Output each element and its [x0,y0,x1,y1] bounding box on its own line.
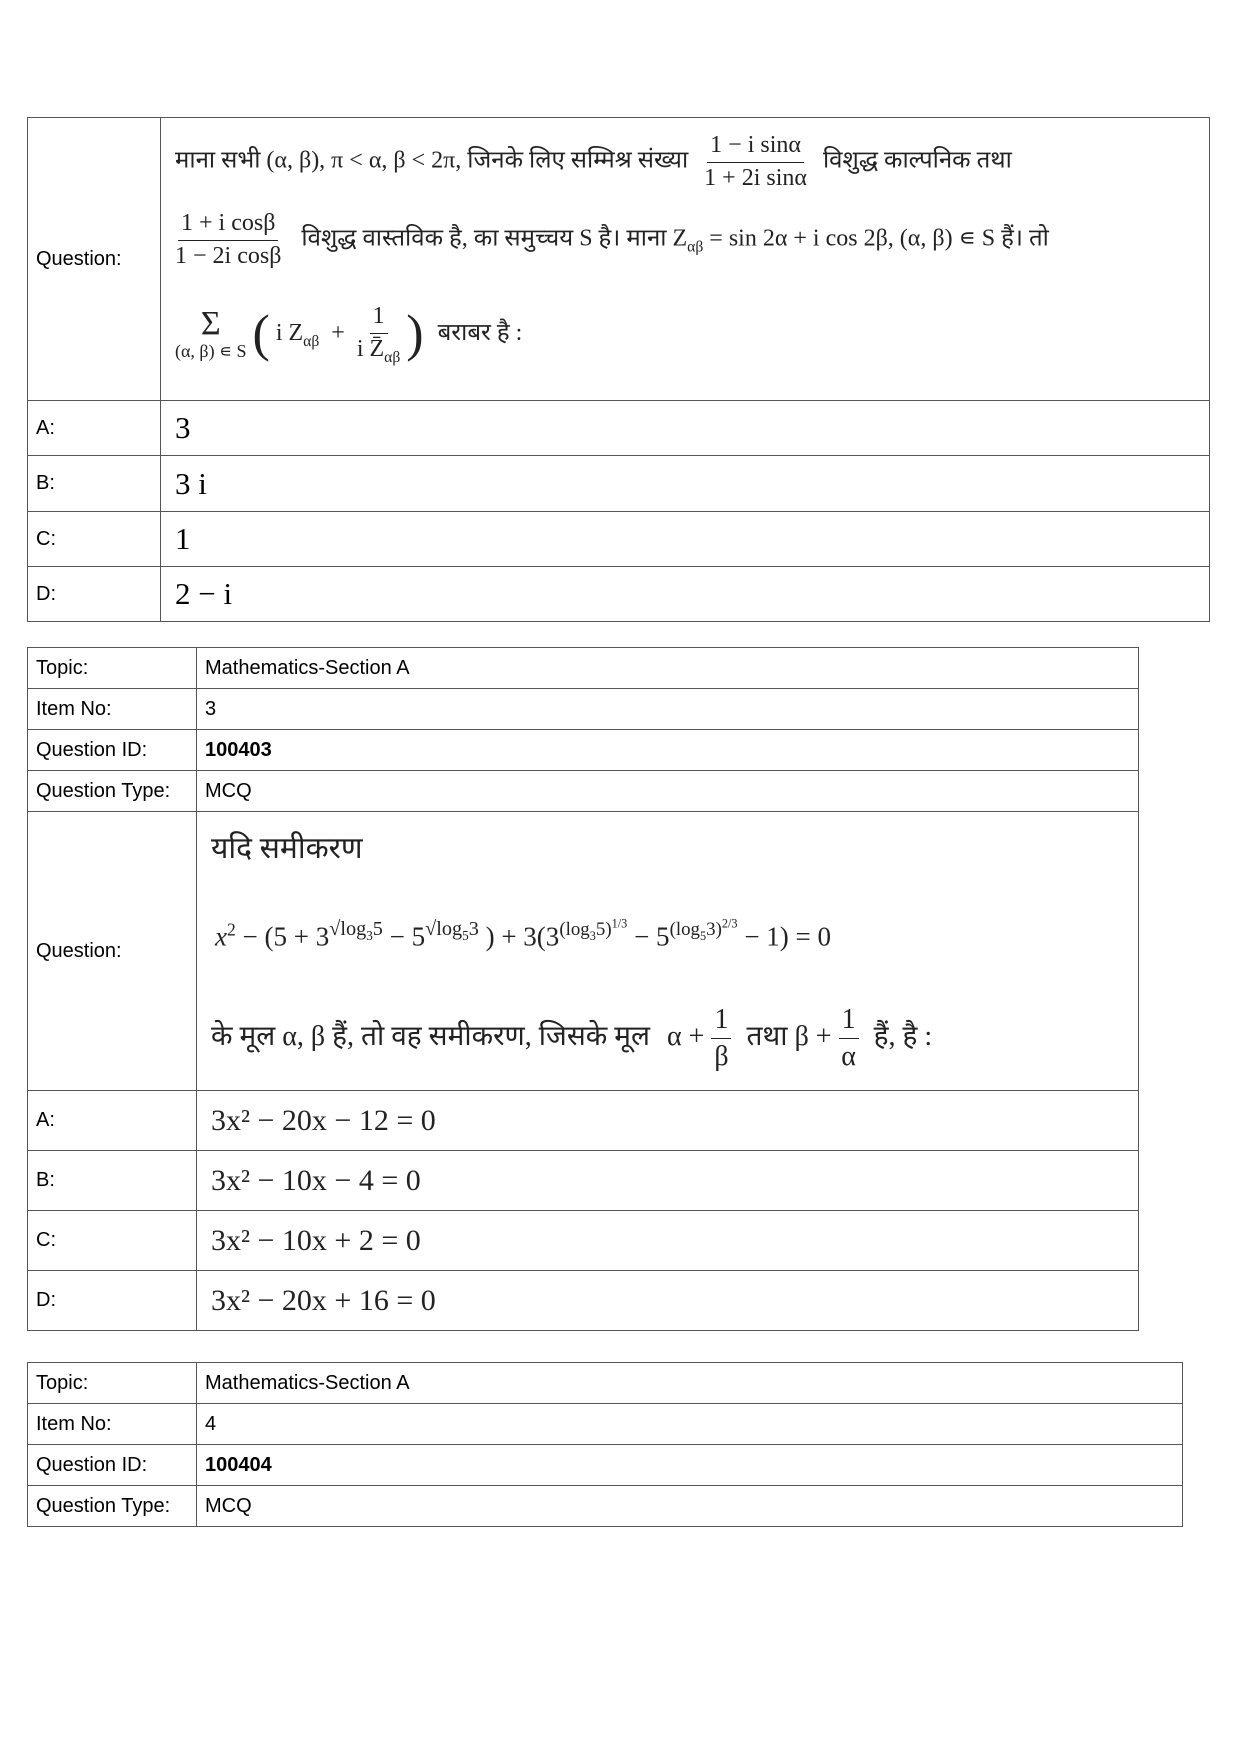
question-text: हैं, है : [873,1021,933,1053]
question-label: Question: [28,118,161,401]
conjugate-term: i Z̄ [356,335,385,362]
meta-label: Question Type: [28,1486,197,1527]
alpha-plus: α + [666,1021,705,1053]
question-4-table [27,1362,1183,1527]
option-row [28,512,1210,567]
option-value: 3x² − 20x − 12 = 0 [197,1091,1139,1151]
open-paren: ( [252,305,270,363]
question-text: तथा [746,1021,788,1053]
fraction-numerator: 1 [370,303,388,334]
log-base: 3 [589,929,596,944]
option-label: D: [28,567,161,622]
option-value: 3 [161,401,1210,456]
question-3-table [27,647,1139,1331]
sqrt-term-end: 3 [468,918,479,941]
sigma-symbol: Σ [200,305,221,343]
option-row [28,401,1210,456]
option-value: 3 i [161,456,1210,512]
question-2-table [27,117,1210,622]
question-id-value: 100403 [197,730,1139,771]
equation-line [215,917,831,952]
question-id-value: 100404 [197,1445,1183,1486]
plus-sign: + [331,320,345,347]
fraction-numerator: 1 + i cosβ [178,210,278,241]
question-type-value: MCQ [197,1486,1183,1527]
fraction-one-over-beta [711,1004,731,1073]
question-text: = sin 2α + i cos 2β, (α, β) ∊ S हैं। तो [709,225,1049,252]
fraction-exponent: 1/3 [611,917,628,931]
summation [175,307,247,362]
fraction-numerator: 1 − i sinα [707,132,804,163]
option-value: 2 − i [161,567,1210,622]
question-content [197,812,1139,1091]
topic-value: Mathematics-Section A [197,1363,1183,1404]
meta-label: Question ID: [28,730,197,771]
power-term: (log [559,919,590,941]
log-base: 5 [462,928,469,944]
fraction-denominator: 1 − 2i cosβ [175,242,282,269]
meta-row [28,1486,1183,1527]
close-paren: ) [406,305,424,363]
equation-part: − 5 [634,921,670,952]
question-type-value: MCQ [197,771,1139,812]
option-value: 1 [161,512,1210,567]
question-text: के मूल α, β हैं, तो वह समीकरण, जिसके मूल [211,1021,650,1053]
fraction-denominator: α [841,1041,856,1073]
option-label: C: [28,1211,197,1271]
equation-part: − (5 + 3 [242,921,330,952]
subscript: αβ [303,332,320,350]
equation-part: ) + 3(3 [485,921,560,952]
meta-row [28,648,1139,689]
log-base: 5 [700,929,707,944]
option-row [28,456,1210,512]
meta-row [28,689,1139,730]
fraction-one-over-alpha [839,1004,859,1073]
sqrt-term: √log [329,918,367,941]
beta-plus: β + [794,1021,832,1053]
meta-row [28,1445,1183,1486]
equation-part: − 5 [389,921,426,952]
fraction-alpha [704,132,807,192]
term: i Z [275,320,304,347]
fraction-numerator: 1 [711,1004,731,1039]
option-row [28,1151,1139,1211]
question-text: माना सभी (α, β), π < α, β < 2π, जिनके लिए सम्मिश्र संख्या [175,147,689,174]
option-row [28,567,1210,622]
question-line-3 [211,1004,932,1073]
option-row [28,1211,1139,1271]
power-term: (log [669,919,700,941]
option-label: A: [28,1091,197,1151]
fraction-numerator: 1 [839,1004,859,1039]
subscript: αβ [384,348,401,366]
fraction-exponent: 2/3 [721,917,738,931]
power-term-end: 3) [706,919,722,941]
exponent: 2 [226,919,236,940]
option-label: D: [28,1271,197,1331]
option-value: 3x² − 10x − 4 = 0 [197,1151,1139,1211]
question-line-2 [175,210,1049,270]
log-base: 3 [366,928,373,944]
sqrt-term: √log [425,918,463,941]
meta-row [28,730,1139,771]
option-row [28,1091,1139,1151]
question-text: विशुद्ध वास्तविक है, का समुच्चय S है। माना Z [301,225,688,252]
power-term-end: 5) [595,919,612,941]
item-no-value: 3 [197,689,1139,730]
fraction-beta [175,210,281,270]
topic-value: Mathematics-Section A [197,648,1139,689]
option-label: B: [28,456,161,512]
question-row [28,812,1139,1091]
meta-row [28,771,1139,812]
question-text: यदि समीकरण [211,832,363,865]
question-line-3 [175,303,522,366]
option-label: C: [28,512,161,567]
fraction-denominator: 1 + 2i sinα [704,164,807,191]
option-row [28,1271,1139,1331]
option-label: B: [28,1151,197,1211]
meta-label: Item No: [28,689,197,730]
subscript: αβ [687,238,704,256]
meta-label: Item No: [28,1404,197,1445]
variable-x: x [215,921,227,952]
question-row [28,118,1210,401]
summation-range: (α, β) ∊ S [175,341,247,362]
meta-row [28,1363,1183,1404]
meta-label: Topic: [28,1363,197,1404]
meta-row [28,1404,1183,1445]
item-no-value: 4 [197,1404,1183,1445]
option-value: 3x² − 20x + 16 = 0 [197,1271,1139,1331]
fraction-reciprocal [357,303,400,366]
sqrt-term-end: 5 [372,918,383,941]
option-value: 3x² − 10x + 2 = 0 [197,1211,1139,1271]
question-text: विशुद्ध काल्पनिक तथा [822,147,1012,174]
option-label: A: [28,401,161,456]
question-line-1 [175,132,1012,192]
equation-part: − 1) = 0 [744,921,832,952]
meta-label: Question Type: [28,771,197,812]
meta-label: Topic: [28,648,197,689]
question-text: बराबर है : [437,320,523,347]
meta-label: Question ID: [28,1445,197,1486]
fraction-denominator: β [714,1041,729,1073]
question-content [161,118,1210,401]
fraction-denominator [357,334,400,367]
question-label: Question: [28,812,197,1091]
